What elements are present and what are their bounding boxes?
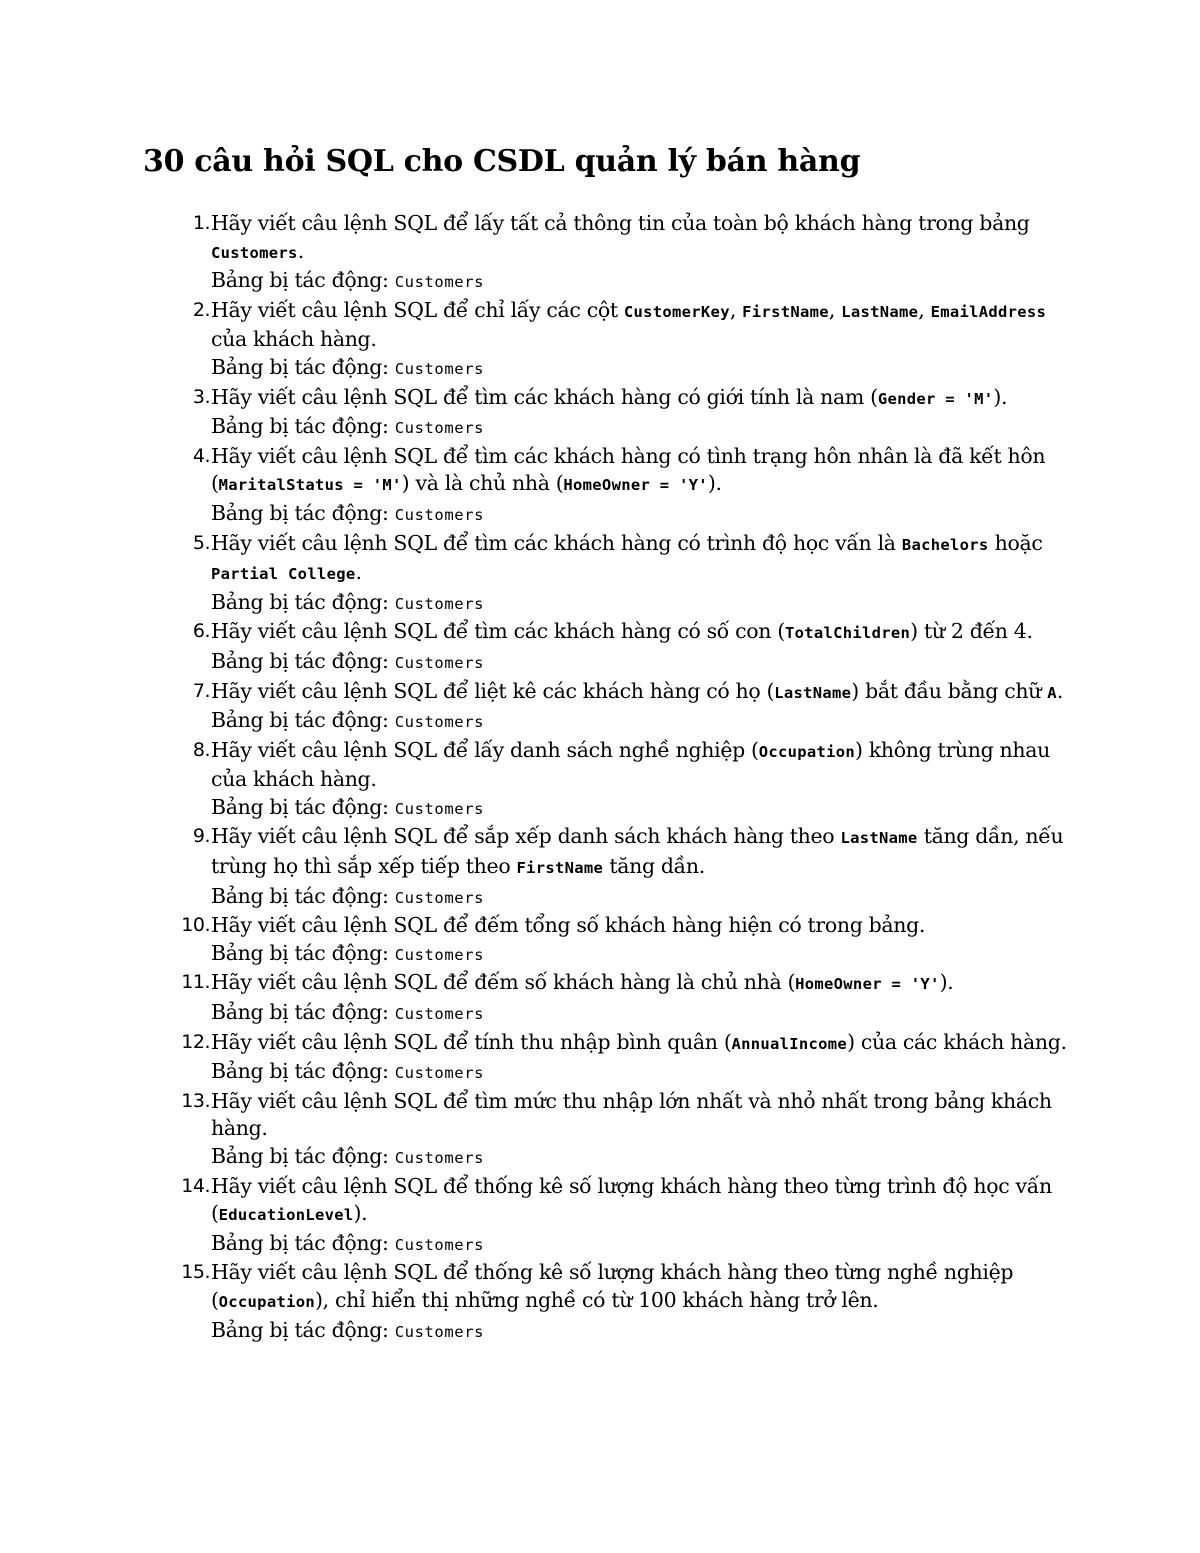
question-text bbox=[211, 211, 1030, 263]
affected-table-name: Customers bbox=[394, 1149, 485, 1167]
question-text-segment: của khách hàng. bbox=[211, 327, 377, 352]
question-text bbox=[211, 913, 925, 937]
affected-table-line bbox=[211, 940, 1070, 970]
question-text bbox=[211, 738, 1050, 792]
question-item bbox=[160, 530, 1070, 619]
question-number: 2. bbox=[192, 298, 210, 321]
affected-table-line bbox=[211, 648, 1070, 678]
inline-code: Bachelors bbox=[901, 535, 989, 554]
affected-table-line bbox=[211, 267, 1070, 297]
affected-table-label: Bảng bị tác động: bbox=[211, 940, 389, 965]
question-number: 1. bbox=[192, 212, 210, 234]
affected-table-label: Bảng bị tác động: bbox=[211, 414, 389, 439]
affected-table-name: Customers bbox=[394, 1322, 485, 1341]
affected-table-name: Customers bbox=[394, 653, 485, 672]
question-text-segment: Hãy viết câu lệnh SQL để thống kê số lượng khách hàng theo từng nghề nghiệp ( bbox=[211, 1260, 1014, 1312]
question-text-segment: ) từ 2 đến 4. bbox=[910, 619, 1033, 644]
question-text-segment: Hãy viết câu lệnh SQL để liệt kê các khách hàng có họ ( bbox=[211, 678, 775, 703]
question-text-segment: Hãy viết câu lệnh SQL để đếm tổng số khách hàng hiện có trong bảng. bbox=[211, 913, 926, 938]
question-text bbox=[211, 385, 1007, 409]
inline-code: EducationLevel bbox=[218, 1206, 354, 1225]
question-item bbox=[160, 823, 1070, 912]
question-number: 8. bbox=[192, 738, 210, 761]
question-text-segment: Hãy viết câu lệnh SQL để lấy danh sách nghề nghiệp ( bbox=[211, 737, 759, 762]
inline-code: Gender = 'M' bbox=[877, 389, 994, 408]
question-number: 13. bbox=[181, 1089, 210, 1112]
question-item bbox=[160, 1088, 1070, 1173]
question-item bbox=[160, 443, 1070, 530]
affected-table-label: Bảng bị tác động: bbox=[211, 708, 389, 733]
question-text-segment: , bbox=[729, 297, 743, 322]
question-item bbox=[160, 1173, 1070, 1260]
question-text-segment: Hãy viết câu lệnh SQL để tìm các khách hàng có giới tính là nam ( bbox=[211, 384, 878, 409]
question-text-segment: Hãy viết câu lệnh SQL để tìm các khách hàng có tình trạng hôn nhân là đã kết hôn ( bbox=[211, 443, 1046, 496]
question-text-segment: . bbox=[355, 560, 362, 585]
question-text-segment: Hãy viết câu lệnh SQL để tìm mức thu nhập lớn nhất và nhỏ nhất trong bảng khách hàng. bbox=[211, 1088, 1052, 1141]
question-number: 14. bbox=[181, 1174, 210, 1197]
question-number: 3. bbox=[192, 385, 210, 408]
affected-table-line bbox=[211, 1143, 1070, 1173]
inline-code: FirstName bbox=[516, 859, 604, 878]
affected-table-line bbox=[211, 500, 1070, 530]
affected-table-name: Customers bbox=[394, 1235, 485, 1254]
question-number: 15. bbox=[181, 1261, 210, 1284]
inline-code: LastName bbox=[774, 683, 852, 702]
question-text-segment: ). bbox=[707, 471, 722, 496]
affected-table-label: Bảng bị tác động: bbox=[211, 500, 389, 525]
affected-table-name: Customers bbox=[394, 1005, 485, 1024]
question-item bbox=[160, 1029, 1070, 1088]
inline-code: HomeOwner = 'Y' bbox=[795, 975, 940, 994]
inline-code: Partial College bbox=[211, 565, 356, 584]
question-text-segment: Hãy viết câu lệnh SQL để tìm các khách hàng có số con ( bbox=[211, 619, 785, 644]
question-text-segment: ) và là chủ nhà ( bbox=[401, 471, 564, 496]
affected-table-label: Bảng bị tác động: bbox=[211, 589, 389, 614]
question-list bbox=[160, 210, 1070, 1346]
inline-code: CustomerKey bbox=[623, 302, 730, 321]
question-number: 5. bbox=[192, 531, 210, 554]
affected-table-label: Bảng bị tác động: bbox=[211, 883, 389, 908]
affected-table-line bbox=[211, 883, 1070, 913]
question-text-segment: ). bbox=[353, 1201, 368, 1226]
affected-table-line bbox=[211, 999, 1070, 1029]
question-text-segment: . bbox=[297, 238, 304, 263]
affected-table-name: Customers bbox=[394, 505, 485, 524]
inline-code: HomeOwner = 'Y' bbox=[563, 476, 708, 495]
affected-table-line bbox=[211, 707, 1070, 737]
question-number: 9. bbox=[192, 825, 210, 848]
affected-table-name: Customers bbox=[394, 945, 485, 964]
question-text-segment: ). bbox=[993, 384, 1008, 409]
inline-code: A bbox=[1047, 683, 1057, 702]
question-text bbox=[211, 824, 1063, 878]
question-text bbox=[211, 444, 1045, 496]
inline-code: EmailAddress bbox=[930, 302, 1047, 321]
question-item bbox=[160, 618, 1070, 677]
question-number: 11. bbox=[181, 971, 210, 994]
question-text-segment: ) không trùng nhau của khách hàng. bbox=[211, 737, 1050, 792]
question-text-segment: , bbox=[828, 297, 842, 322]
question-text-segment: Hãy viết câu lệnh SQL để sắp xếp danh sách khách hàng theo bbox=[211, 824, 841, 849]
question-number: 7. bbox=[192, 679, 210, 702]
question-text bbox=[211, 1174, 1052, 1226]
affected-table-label: Bảng bị tác động: bbox=[211, 1000, 389, 1025]
question-text-segment: . bbox=[1056, 678, 1064, 703]
affected-table-label: Bảng bị tác động: bbox=[211, 268, 389, 293]
question-text-segment: Hãy viết câu lệnh SQL để tính thu nhập bình quân ( bbox=[211, 1029, 732, 1054]
inline-code: LastName bbox=[841, 302, 919, 321]
question-text-segment: Hãy viết câu lệnh SQL để lấy tất cả thông tin của toàn bộ khách hàng trong bảng bbox=[211, 211, 1030, 235]
affected-table-name: Customers bbox=[394, 419, 485, 438]
question-text-segment: Hãy viết câu lệnh SQL để tìm các khách hàng có trình độ học vấn là bbox=[211, 530, 902, 555]
inline-code: Occupation bbox=[218, 1292, 315, 1311]
inline-code: FirstName bbox=[742, 302, 829, 321]
question-item bbox=[160, 210, 1070, 297]
affected-table-name: Customers bbox=[394, 799, 485, 818]
affected-table-line bbox=[211, 1230, 1070, 1260]
affected-table-label: Bảng bị tác động: bbox=[211, 1144, 389, 1168]
question-number: 12. bbox=[181, 1030, 210, 1053]
affected-table-name: Customers bbox=[394, 359, 485, 378]
question-text-segment: tăng dần. bbox=[603, 854, 705, 879]
question-item bbox=[160, 912, 1070, 969]
question-text bbox=[211, 970, 953, 994]
affected-table-label: Bảng bị tác động: bbox=[211, 794, 389, 819]
inline-code: Customers bbox=[211, 243, 298, 262]
affected-table-name: Customers bbox=[394, 888, 485, 907]
affected-table-label: Bảng bị tác động: bbox=[211, 354, 389, 379]
question-text-segment: , bbox=[918, 297, 931, 322]
affected-table-line bbox=[211, 1058, 1070, 1088]
affected-table-line bbox=[211, 794, 1070, 824]
inline-code: TotalChildren bbox=[784, 624, 911, 643]
question-text-segment: ) của các khách hàng. bbox=[847, 1029, 1067, 1054]
affected-table-name: Customers bbox=[394, 713, 485, 732]
affected-table-label: Bảng bị tác động: bbox=[211, 1059, 389, 1084]
question-text bbox=[211, 1030, 1067, 1054]
affected-table-label: Bảng bị tác động: bbox=[211, 648, 389, 673]
question-text bbox=[211, 619, 1033, 643]
question-text bbox=[211, 679, 1063, 703]
question-text-segment: ) bắt đầu bằng chữ bbox=[851, 678, 1048, 703]
affected-table-name: Customers bbox=[394, 1064, 485, 1083]
question-number: 6. bbox=[192, 620, 210, 643]
question-text bbox=[211, 1089, 1052, 1141]
affected-table-name: Customers bbox=[394, 273, 485, 292]
question-text-segment: Hãy viết câu lệnh SQL để thống kê số lượng khách hàng theo từng trình độ học vấn ( bbox=[211, 1173, 1052, 1226]
question-item bbox=[160, 1259, 1070, 1346]
question-text-segment: ), chỉ hiển thị những nghề có từ 100 khách hàng trở lên. bbox=[314, 1287, 879, 1312]
affected-table-line bbox=[211, 589, 1070, 619]
question-text-segment: Hãy viết câu lệnh SQL để đếm số khách hàng là chủ nhà ( bbox=[211, 970, 796, 995]
question-item bbox=[160, 678, 1070, 737]
question-item bbox=[160, 737, 1070, 824]
affected-table-label: Bảng bị tác động: bbox=[211, 1317, 389, 1342]
affected-table-name: Customers bbox=[394, 594, 485, 613]
question-text bbox=[211, 1260, 1013, 1312]
question-number: 10. bbox=[181, 914, 210, 937]
question-text-segment: Hãy viết câu lệnh SQL để chỉ lấy các cột bbox=[211, 297, 624, 322]
question-item bbox=[160, 384, 1070, 443]
inline-code: Occupation bbox=[758, 742, 856, 761]
page-title: 30 câu hỏi SQL cho CSDL quản lý bán hàng bbox=[143, 144, 861, 179]
question-item bbox=[160, 969, 1070, 1028]
inline-code: MaritalStatus = 'M' bbox=[218, 476, 402, 495]
question-text bbox=[211, 531, 1043, 585]
question-text bbox=[211, 298, 1046, 352]
inline-code: AnnualIncome bbox=[731, 1034, 848, 1053]
question-item bbox=[160, 297, 1070, 384]
question-text-segment: hoặc bbox=[988, 530, 1043, 555]
question-text-segment: tăng dần, nếu trùng họ thì sắp xếp tiếp theo bbox=[211, 824, 1064, 879]
question-number: 4. bbox=[192, 444, 210, 467]
affected-table-line bbox=[211, 413, 1070, 443]
affected-table-line bbox=[211, 354, 1070, 384]
affected-table-line bbox=[211, 1317, 1070, 1347]
question-text-segment: ). bbox=[939, 970, 954, 995]
affected-table-label: Bảng bị tác động: bbox=[211, 1230, 389, 1255]
inline-code: LastName bbox=[840, 829, 918, 848]
